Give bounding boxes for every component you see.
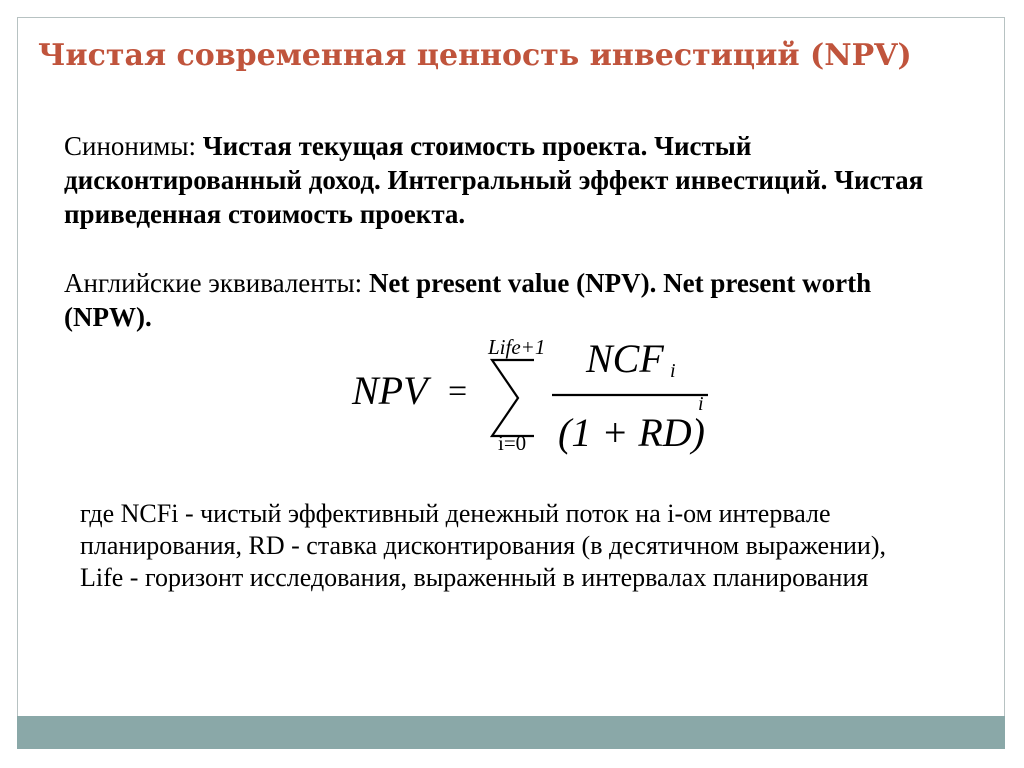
english-label: Английские эквиваленты:: [64, 268, 369, 298]
formula-sum-upper: Life+1: [488, 335, 546, 359]
footer-bar: [17, 716, 1005, 749]
where-explanation: где NCFi - чистый эффективный денежный поток на i-ом интервале планирования, RD - ставка дисконтирования (в десятичном выражении), Life - горизонт исследования, выраженный в интервалах планирования: [80, 499, 886, 592]
formula-denominator-exp: i: [698, 393, 704, 415]
synonyms-label: Синонимы:: [64, 131, 203, 161]
synonyms-text: Чистая текущая стоимость проекта. Чистый дисконтированный доход. Интегральный эффект инвестиций. Чистая приведенная стоимость проекта.: [64, 131, 924, 229]
formula-numerator-sub: i: [670, 360, 676, 382]
formula-denominator: (1 + RD): [558, 410, 705, 455]
sigma-symbol: [492, 360, 534, 436]
formula-equals: =: [448, 373, 468, 410]
npv-formula-svg: [352, 330, 732, 465]
synonyms-paragraph: [64, 129, 924, 231]
formula-lhs: NPV: [352, 368, 428, 413]
npv-formula: [352, 330, 732, 465]
formula-sum-lower: i=0: [498, 431, 527, 455]
formula-numerator: NCF: [586, 336, 664, 381]
slide-title: Чистая современная ценность инвестиций (NPV): [38, 38, 912, 73]
english-text: Net present value (NPV). Net present worth (NPW).: [64, 268, 872, 332]
english-equivalents-paragraph: [64, 266, 924, 334]
